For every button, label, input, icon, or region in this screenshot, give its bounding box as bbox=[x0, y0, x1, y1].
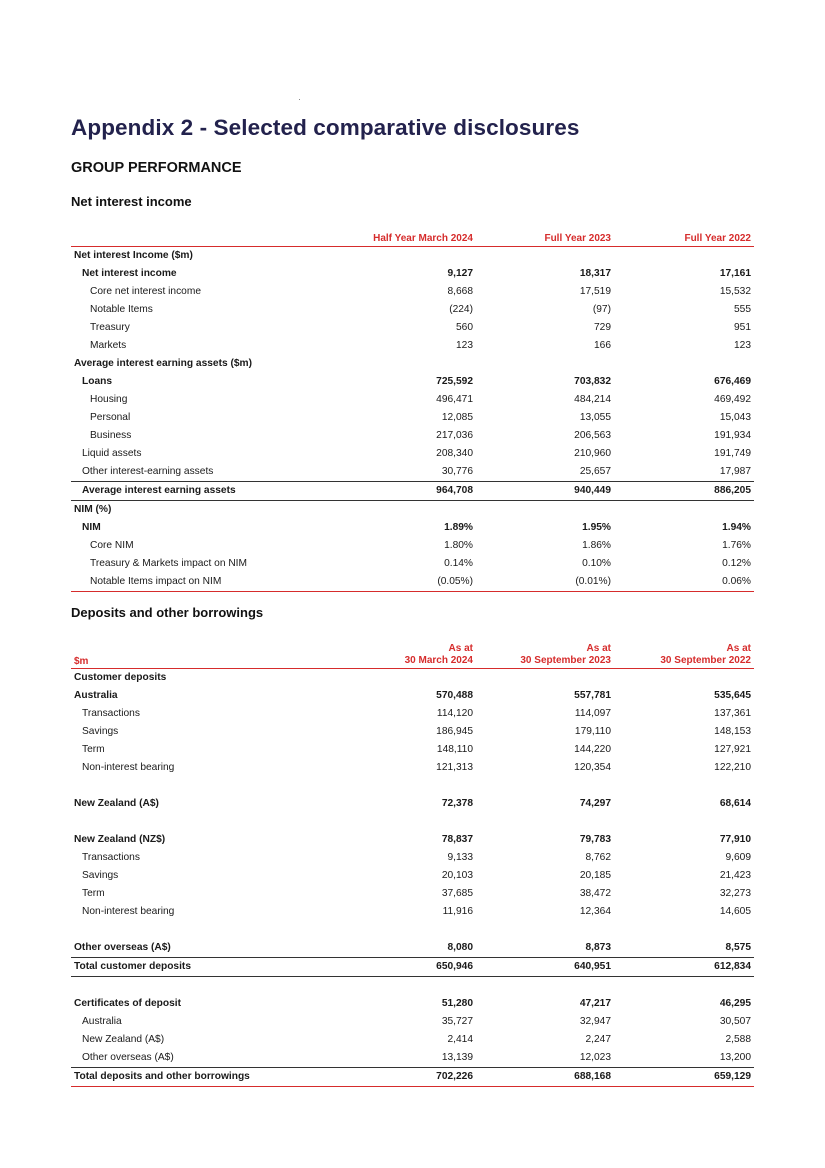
cell: 496,471 bbox=[436, 394, 473, 405]
cell: 166 bbox=[594, 340, 611, 351]
cell: 13,200 bbox=[719, 1052, 751, 1063]
cell: 2,588 bbox=[725, 1034, 751, 1045]
row-label: Total customer deposits bbox=[74, 961, 191, 972]
spacer-row bbox=[71, 921, 754, 939]
cell: 1.94% bbox=[722, 522, 751, 533]
row-label: Net interest income bbox=[82, 268, 177, 279]
deposits-table-header bbox=[71, 638, 754, 669]
table-row bbox=[71, 427, 754, 445]
row-label: Loans bbox=[82, 376, 113, 387]
cell: 1.95% bbox=[582, 522, 611, 533]
nii-col-header: Half Year March 2024 bbox=[373, 233, 473, 244]
cell: 555 bbox=[734, 304, 751, 315]
cell: (97) bbox=[592, 304, 611, 315]
col-header-line: As at bbox=[586, 643, 611, 654]
cell: 0.12% bbox=[722, 558, 751, 569]
row-label: Average interest earning assets bbox=[82, 485, 236, 496]
cell: 137,361 bbox=[714, 708, 751, 719]
col-header-line: As at bbox=[726, 643, 751, 654]
cell: 15,043 bbox=[719, 412, 751, 423]
cell: 0.14% bbox=[444, 558, 473, 569]
table-row bbox=[71, 555, 754, 573]
row-label: Customer deposits bbox=[74, 672, 167, 683]
row-label: Term bbox=[82, 888, 105, 899]
cell: 114,097 bbox=[574, 708, 611, 719]
cell: 12,364 bbox=[579, 906, 611, 917]
cell: 11,916 bbox=[442, 906, 473, 917]
deposits-col-header bbox=[660, 643, 751, 667]
cell: 612,834 bbox=[714, 961, 751, 972]
table-row bbox=[71, 337, 754, 355]
row-label: New Zealand (A$) bbox=[74, 798, 159, 809]
deposits-table bbox=[71, 638, 754, 1087]
cell: (224) bbox=[449, 304, 473, 315]
row-label: Term bbox=[82, 744, 105, 755]
row-label: Non-interest bearing bbox=[82, 906, 175, 917]
table-row bbox=[71, 481, 754, 501]
table-row bbox=[71, 319, 754, 337]
cell: 9,127 bbox=[447, 268, 473, 279]
cell: 78,837 bbox=[441, 834, 473, 845]
table-row bbox=[71, 265, 754, 283]
cell: 206,563 bbox=[574, 430, 611, 441]
cell: 9,133 bbox=[447, 852, 473, 863]
row-label: Markets bbox=[90, 340, 127, 351]
cell: 535,645 bbox=[714, 690, 751, 701]
nii-col-header: Full Year 2022 bbox=[684, 233, 751, 244]
cell: 951 bbox=[734, 322, 751, 333]
table-row bbox=[71, 831, 754, 849]
cell: 148,110 bbox=[436, 744, 473, 755]
row-label: Certificates of deposit bbox=[74, 998, 181, 1009]
table-row bbox=[71, 705, 754, 723]
cell: 659,129 bbox=[714, 1071, 751, 1082]
table-row bbox=[71, 995, 754, 1013]
cell: 21,423 bbox=[719, 870, 751, 881]
row-label: Average interest earning assets ($m) bbox=[74, 358, 252, 369]
row-label: New Zealand (A$) bbox=[82, 1034, 165, 1045]
cell: 37,685 bbox=[441, 888, 473, 899]
cell: 47,217 bbox=[579, 998, 611, 1009]
table-row bbox=[71, 741, 754, 759]
table-row bbox=[71, 723, 754, 741]
cell: 688,168 bbox=[574, 1071, 611, 1082]
row-label: New Zealand (NZ$) bbox=[74, 834, 166, 845]
cell: 964,708 bbox=[436, 485, 473, 496]
spacer-row bbox=[71, 813, 754, 831]
row-label: Other overseas (A$) bbox=[82, 1052, 174, 1063]
cell: 121,313 bbox=[436, 762, 473, 773]
cell: 8,873 bbox=[585, 942, 611, 953]
cell: 469,492 bbox=[714, 394, 751, 405]
table-row bbox=[71, 1067, 754, 1087]
row-label: Total deposits and other borrowings bbox=[74, 1071, 250, 1082]
table-row bbox=[71, 501, 754, 519]
cell: 9,609 bbox=[725, 852, 751, 863]
nii-col-header: Full Year 2023 bbox=[544, 233, 611, 244]
cell: 148,153 bbox=[714, 726, 751, 737]
table-row bbox=[71, 867, 754, 885]
table-row bbox=[71, 1031, 754, 1049]
cell: 25,657 bbox=[579, 466, 611, 477]
cell: (0.05%) bbox=[437, 576, 473, 587]
cell: 570,488 bbox=[436, 690, 473, 701]
cell: 940,449 bbox=[574, 485, 611, 496]
row-label: Core net interest income bbox=[90, 286, 201, 297]
cell: 217,036 bbox=[436, 430, 473, 441]
cell: 1.76% bbox=[722, 540, 751, 551]
cell: 676,469 bbox=[714, 376, 751, 387]
cell: 13,055 bbox=[579, 412, 611, 423]
nii-heading: Net interest income bbox=[71, 194, 192, 209]
cell: 20,103 bbox=[441, 870, 473, 881]
cell: 191,749 bbox=[714, 448, 751, 459]
unit-label: $m bbox=[74, 656, 89, 667]
row-label: Housing bbox=[90, 394, 128, 405]
table-row bbox=[71, 669, 754, 687]
cell: 208,340 bbox=[436, 448, 473, 459]
cell: 725,592 bbox=[436, 376, 473, 387]
cell: 51,280 bbox=[441, 998, 473, 1009]
cell: 557,781 bbox=[574, 690, 611, 701]
cell: 8,668 bbox=[447, 286, 473, 297]
row-label: Transactions bbox=[82, 852, 140, 863]
page-title: Appendix 2 - Selected comparative disclosures bbox=[71, 115, 580, 140]
cell: 17,987 bbox=[719, 466, 751, 477]
cell: 179,110 bbox=[574, 726, 611, 737]
cell: 17,161 bbox=[719, 268, 751, 279]
row-label: Net interest Income ($m) bbox=[74, 250, 193, 261]
table-row bbox=[71, 849, 754, 867]
table-row bbox=[71, 301, 754, 319]
cell: 122,210 bbox=[714, 762, 751, 773]
cell: 123 bbox=[734, 340, 751, 351]
cell: 77,910 bbox=[719, 834, 751, 845]
cell: 127,921 bbox=[714, 744, 751, 755]
cell: 2,247 bbox=[585, 1034, 611, 1045]
table-row bbox=[71, 283, 754, 301]
row-label: Australia bbox=[82, 1016, 122, 1027]
cell: 12,085 bbox=[441, 412, 473, 423]
cell: 0.10% bbox=[582, 558, 611, 569]
cell: 13,139 bbox=[441, 1052, 473, 1063]
table-row bbox=[71, 939, 754, 957]
table-row bbox=[71, 957, 754, 977]
cell: 20,185 bbox=[579, 870, 611, 881]
deposits-col-header bbox=[405, 643, 473, 667]
row-label: Notable Items impact on NIM bbox=[90, 576, 222, 587]
cell: 17,519 bbox=[579, 286, 611, 297]
row-label: Australia bbox=[74, 690, 118, 701]
cell: 2,414 bbox=[447, 1034, 473, 1045]
deposits-heading: Deposits and other borrowings bbox=[71, 605, 264, 620]
cell: 72,378 bbox=[441, 798, 473, 809]
col-header-line: 30 September 2022 bbox=[660, 655, 751, 666]
deposits-col-header bbox=[520, 643, 611, 667]
cell: 68,614 bbox=[719, 798, 751, 809]
row-label: Treasury bbox=[90, 322, 130, 333]
spacer-row bbox=[71, 977, 754, 995]
row-label: Notable Items bbox=[90, 304, 153, 315]
table-row bbox=[71, 795, 754, 813]
stray-dot bbox=[299, 99, 300, 100]
table-row bbox=[71, 885, 754, 903]
cell: 30,776 bbox=[441, 466, 473, 477]
table-row bbox=[71, 573, 754, 592]
col-header-line: 30 March 2024 bbox=[404, 655, 473, 666]
row-label: Business bbox=[90, 430, 132, 441]
table-row bbox=[71, 409, 754, 427]
cell: 15,532 bbox=[719, 286, 751, 297]
row-label: Non-interest bearing bbox=[82, 762, 175, 773]
cell: 46,295 bbox=[719, 998, 751, 1009]
section-title: GROUP PERFORMANCE bbox=[71, 160, 242, 176]
cell: 886,205 bbox=[714, 485, 751, 496]
row-label: NIM bbox=[82, 522, 101, 533]
cell: 650,946 bbox=[436, 961, 473, 972]
cell: 1.89% bbox=[444, 522, 473, 533]
cell: 12,023 bbox=[579, 1052, 611, 1063]
nii-table bbox=[71, 228, 754, 592]
row-label: Savings bbox=[82, 726, 119, 737]
table-row bbox=[71, 391, 754, 409]
cell: 38,472 bbox=[579, 888, 611, 899]
cell: 640,951 bbox=[574, 961, 611, 972]
cell: 8,575 bbox=[725, 942, 751, 953]
cell: 32,947 bbox=[579, 1016, 611, 1027]
cell: 30,507 bbox=[719, 1016, 751, 1027]
table-row bbox=[71, 759, 754, 777]
cell: 120,354 bbox=[574, 762, 611, 773]
row-label: Savings bbox=[82, 870, 119, 881]
cell: 560 bbox=[456, 322, 473, 333]
cell: 1.86% bbox=[582, 540, 611, 551]
row-label: Treasury & Markets impact on NIM bbox=[90, 558, 248, 569]
table-row bbox=[71, 903, 754, 921]
cell: (0.01%) bbox=[575, 576, 611, 587]
cell: 0.06% bbox=[722, 576, 751, 587]
table-row bbox=[71, 373, 754, 391]
cell: 18,317 bbox=[579, 268, 611, 279]
cell: 79,783 bbox=[579, 834, 611, 845]
cell: 729 bbox=[594, 322, 611, 333]
table-row bbox=[71, 537, 754, 555]
table-row bbox=[71, 1013, 754, 1031]
cell: 1.80% bbox=[444, 540, 473, 551]
cell: 74,297 bbox=[579, 798, 611, 809]
table-row bbox=[71, 687, 754, 705]
row-label: Other interest-earning assets bbox=[82, 466, 214, 477]
col-header-line: 30 September 2023 bbox=[520, 655, 611, 666]
table-row bbox=[71, 445, 754, 463]
cell: 210,960 bbox=[574, 448, 611, 459]
cell: 123 bbox=[456, 340, 473, 351]
table-row bbox=[71, 355, 754, 373]
row-label: Liquid assets bbox=[82, 448, 142, 459]
table-row bbox=[71, 519, 754, 537]
row-label: Core NIM bbox=[90, 540, 134, 551]
row-label: Other overseas (A$) bbox=[74, 942, 171, 953]
cell: 186,945 bbox=[436, 726, 473, 737]
cell: 35,727 bbox=[441, 1016, 473, 1027]
table-row bbox=[71, 247, 754, 265]
cell: 8,762 bbox=[585, 852, 611, 863]
cell: 484,214 bbox=[574, 394, 611, 405]
row-label: Personal bbox=[90, 412, 131, 423]
cell: 32,273 bbox=[719, 888, 751, 899]
row-label: NIM (%) bbox=[74, 504, 112, 515]
row-label: Transactions bbox=[82, 708, 140, 719]
table-row bbox=[71, 463, 754, 481]
cell: 144,220 bbox=[574, 744, 611, 755]
table-row bbox=[71, 1049, 754, 1067]
cell: 702,226 bbox=[436, 1071, 473, 1082]
cell: 8,080 bbox=[447, 942, 473, 953]
cell: 703,832 bbox=[574, 376, 611, 387]
cell: 191,934 bbox=[714, 430, 751, 441]
spacer-row bbox=[71, 777, 754, 795]
nii-table-header bbox=[71, 228, 754, 247]
col-header-line: As at bbox=[448, 643, 473, 654]
cell: 114,120 bbox=[436, 708, 473, 719]
cell: 14,605 bbox=[719, 906, 751, 917]
